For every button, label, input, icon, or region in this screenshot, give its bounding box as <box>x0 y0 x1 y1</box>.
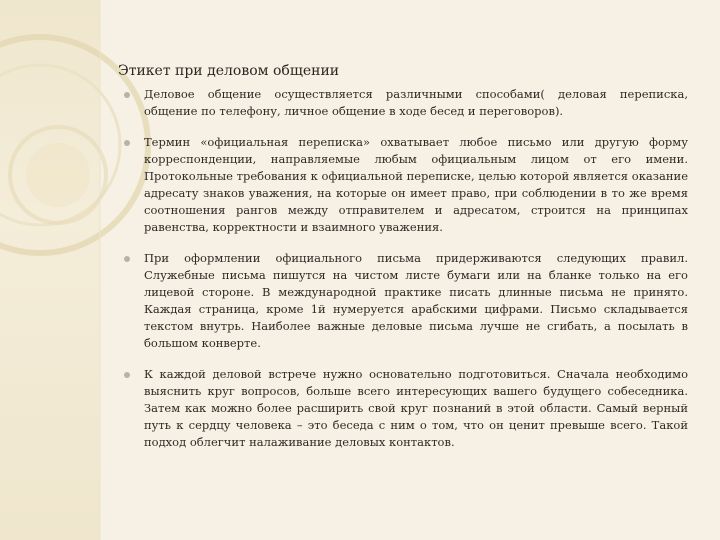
slide-title: Этикет при деловом общении <box>118 63 340 79</box>
bullet-dot-icon <box>124 140 130 146</box>
deco-circle-fill <box>26 143 90 207</box>
bullet-dot-icon <box>124 92 130 98</box>
bullet-list <box>122 86 688 465</box>
bullet-text-2: Термин «официальная переписка» охватывает любое письмо или другую форму корреспонденции, направляемые любым официальным лицом от его имени. Протокольные требования к официальной переписке, целью которой является оказание адресату знаков уважения, на которые он имеет право, при соблюдении в то же время соотношения рангов между отправителем и адресатом, строится на принципах равенства, корректности и взаимного уважения. <box>144 135 688 234</box>
bullet-text-1: Деловое общение осуществляется различными способами( деловая переписка, общение по телефону, личное общение в ходе бесед и переговоров). <box>144 87 688 118</box>
bullet-item-4 <box>122 366 688 451</box>
bullet-text-3: При оформлении официального письма придерживаются следующих правил. Служебные письма пишутся на чистом листе бумаги или на бланке только на его лицевой стороне. В международной практике писать длинные письма не принято. Каждая страница, кроме 1й нумеруется арабскими цифрами. Письмо складывается текстом внутрь. Наиболее важные деловые письма лучше не сгибать, а посылать в большом конверте. <box>144 251 688 350</box>
bullet-text-4: К каждой деловой встрече нужно основательно подготовиться. Сначала необходимо выяснить круг вопросов, больше всего интересующих вашего будущего собеседника. Затем как можно более расширить свой круг познаний в этой области. Самый верный путь к сердцу человека – это беседа с ним о том, что он ценит превыше всего. Такой подход облегчит налаживание деловых контактов. <box>144 367 688 449</box>
bullet-dot-icon <box>124 372 130 378</box>
bullet-item-3 <box>122 250 688 352</box>
bullet-item-1 <box>122 86 688 120</box>
bullet-item-2 <box>122 134 688 236</box>
bullet-dot-icon <box>124 256 130 262</box>
